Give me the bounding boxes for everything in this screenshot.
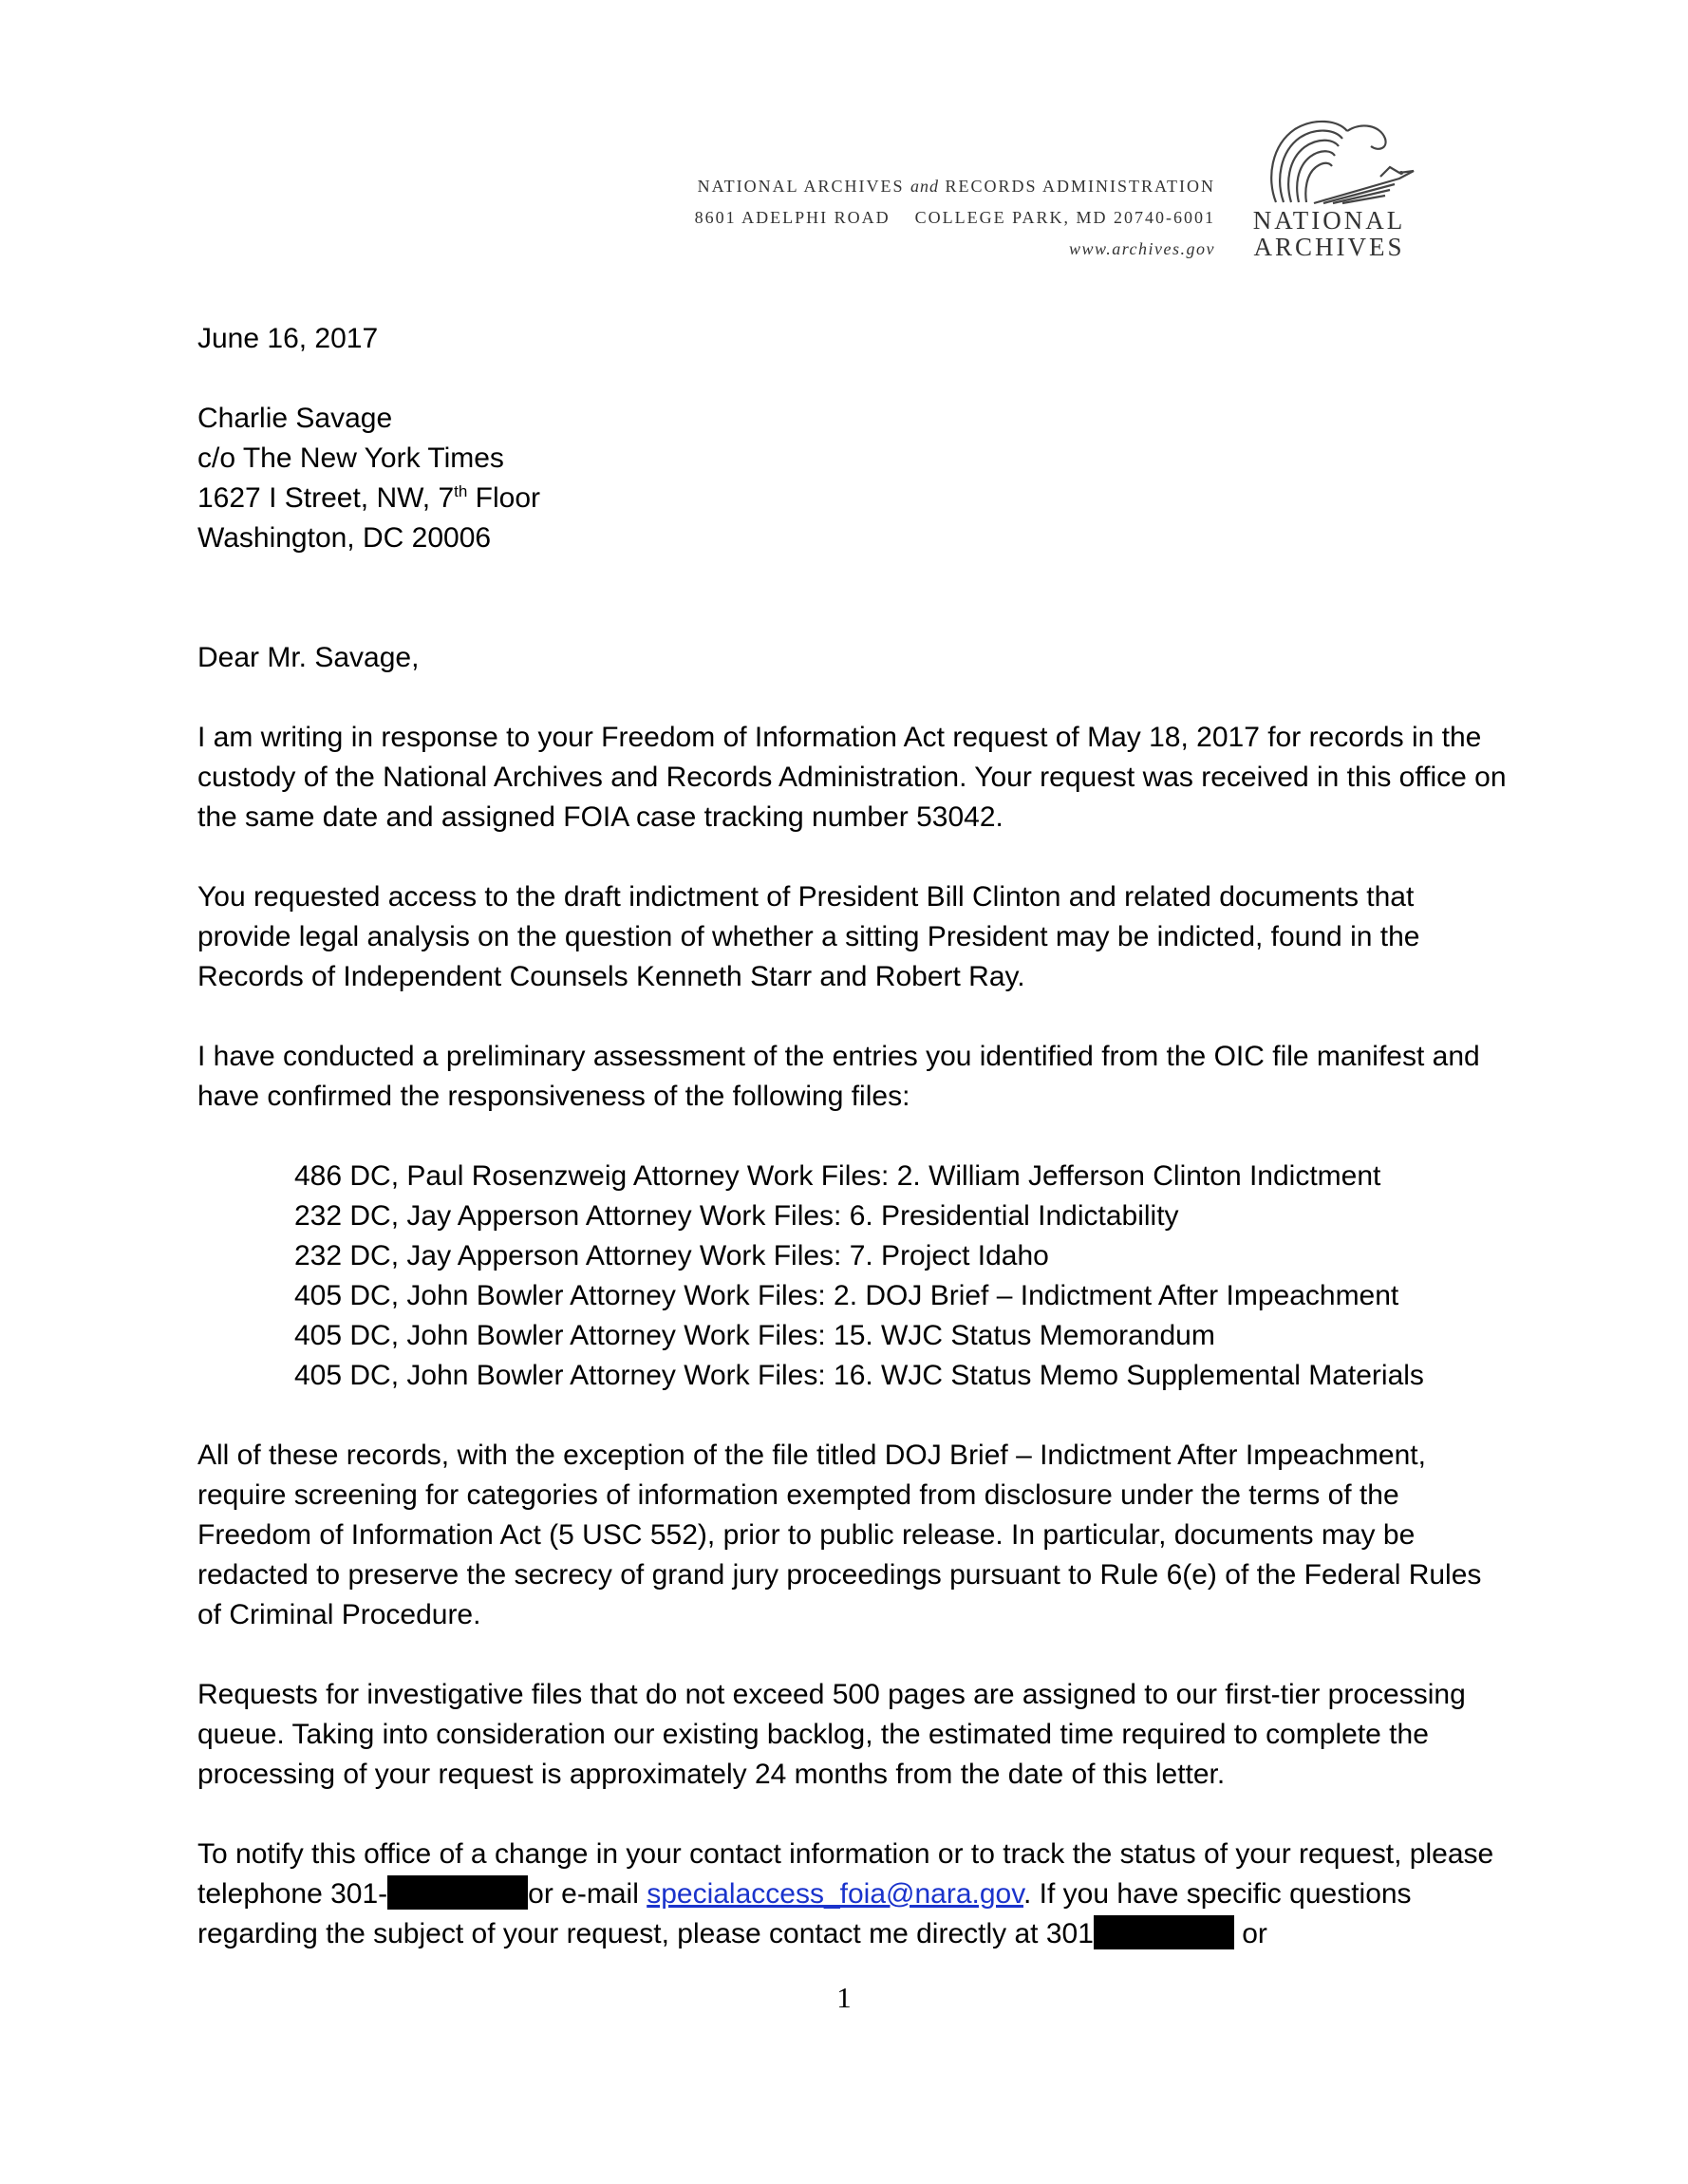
letterhead — [665, 171, 1215, 265]
recipient-address — [197, 399, 1508, 558]
paragraph-4: All of these records, with the exception of the file titled DOJ Brief – Indictment After Impeachment, require screening for categories of information exempted from disclosure under the terms of the Freedom of Information Act (5 USC 552), prior to public release. In particular, documents may be redacted to preserve the secrecy of grand jury proceedings pursuant to Rule 6(e) of the Federal Rules of Criminal Procedure. — [197, 1440, 1482, 1630]
paragraph-5: Requests for investigative files that do not exceed 500 pages are assigned to our first-tier processing queue. Taking into consideration our existing backlog, the estimated time required to complete the processing of your request is approximately 24 months from the date of this letter. — [197, 1679, 1466, 1790]
letterhead-org: NATIONAL ARCHIVES and RECORDS ADMINISTRATION — [697, 177, 1215, 196]
salutation: Dear Mr. Savage, — [197, 642, 420, 673]
recipient-company: c/o The New York Times — [197, 442, 504, 474]
file-list-item: 232 DC, Jay Apperson Attorney Work Files: 7. Project Idaho — [294, 1240, 1049, 1271]
file-list-item: 405 DC, John Bowler Attorney Work Files: 15. WJC Status Memorandum — [294, 1320, 1215, 1351]
file-list-item: 405 DC, John Bowler Attorney Work Files: 16. WJC Status Memo Supplemental Materials — [294, 1360, 1424, 1391]
recipient-city: Washington, DC 20006 — [197, 522, 492, 554]
paragraph-6: To notify this office of a change in your contact information or to track the status of your request, please telephone 301- or e-mail specialaccess_foia@nara.gov. If you have specific questions regarding the subject of your request, please contact me directly at 301 or — [197, 1838, 1494, 1949]
page-number: 1 — [836, 1981, 852, 2014]
letterhead-website: www.archives.gov — [1069, 239, 1215, 258]
eagle-wave-icon — [1257, 112, 1418, 207]
file-list-item: 232 DC, Jay Apperson Attorney Work Files: 6. Presidential Indictability — [294, 1200, 1179, 1232]
letter-body — [197, 319, 1508, 1954]
email-link[interactable]: specialaccess_foia@nara.gov — [647, 1878, 1023, 1910]
letterhead-address: 8601 ADELPHI ROAD COLLEGE PARK, MD 20740-6001 — [694, 208, 1215, 227]
paragraph-1: I am writing in response to your Freedom of Information Act request of May 18, 2017 for records in the custody of the National Archives and Records Administration. Your request was received in this office on the same date and assigned FOIA case tracking number 53042. — [197, 722, 1507, 833]
file-list-item: 405 DC, John Bowler Attorney Work Files: 2. DOJ Brief – Indictment After Impeachment — [294, 1280, 1399, 1311]
file-list-item: 486 DC, Paul Rosenzweig Attorney Work Files: 2. William Jefferson Clinton Indictment — [294, 1160, 1381, 1192]
redaction-phone-2 — [1094, 1915, 1234, 1949]
paragraph-2: You requested access to the draft indictment of President Bill Clinton and related documents that provide legal analysis on the question of whether a sitting President may be indicted, found in the Records of Independent Counsels Kenneth Starr and Robert Ray. — [197, 881, 1420, 992]
logo-word-archives: ARCHIVES — [1253, 233, 1405, 261]
redaction-phone-1 — [387, 1875, 528, 1910]
logo-word-national: NATIONAL — [1252, 206, 1406, 235]
paragraph-3: I have conducted a preliminary assessment of the entries you identified from the OIC file manifest and have confirmed the responsiveness of the following files: — [197, 1041, 1480, 1112]
file-list — [294, 1157, 1508, 1396]
national-archives-logo — [1244, 112, 1415, 260]
recipient-name: Charlie Savage — [197, 403, 393, 434]
letter-date: June 16, 2017 — [197, 323, 379, 354]
recipient-street: 1627 I Street, NW, 7th Floor — [197, 482, 541, 514]
